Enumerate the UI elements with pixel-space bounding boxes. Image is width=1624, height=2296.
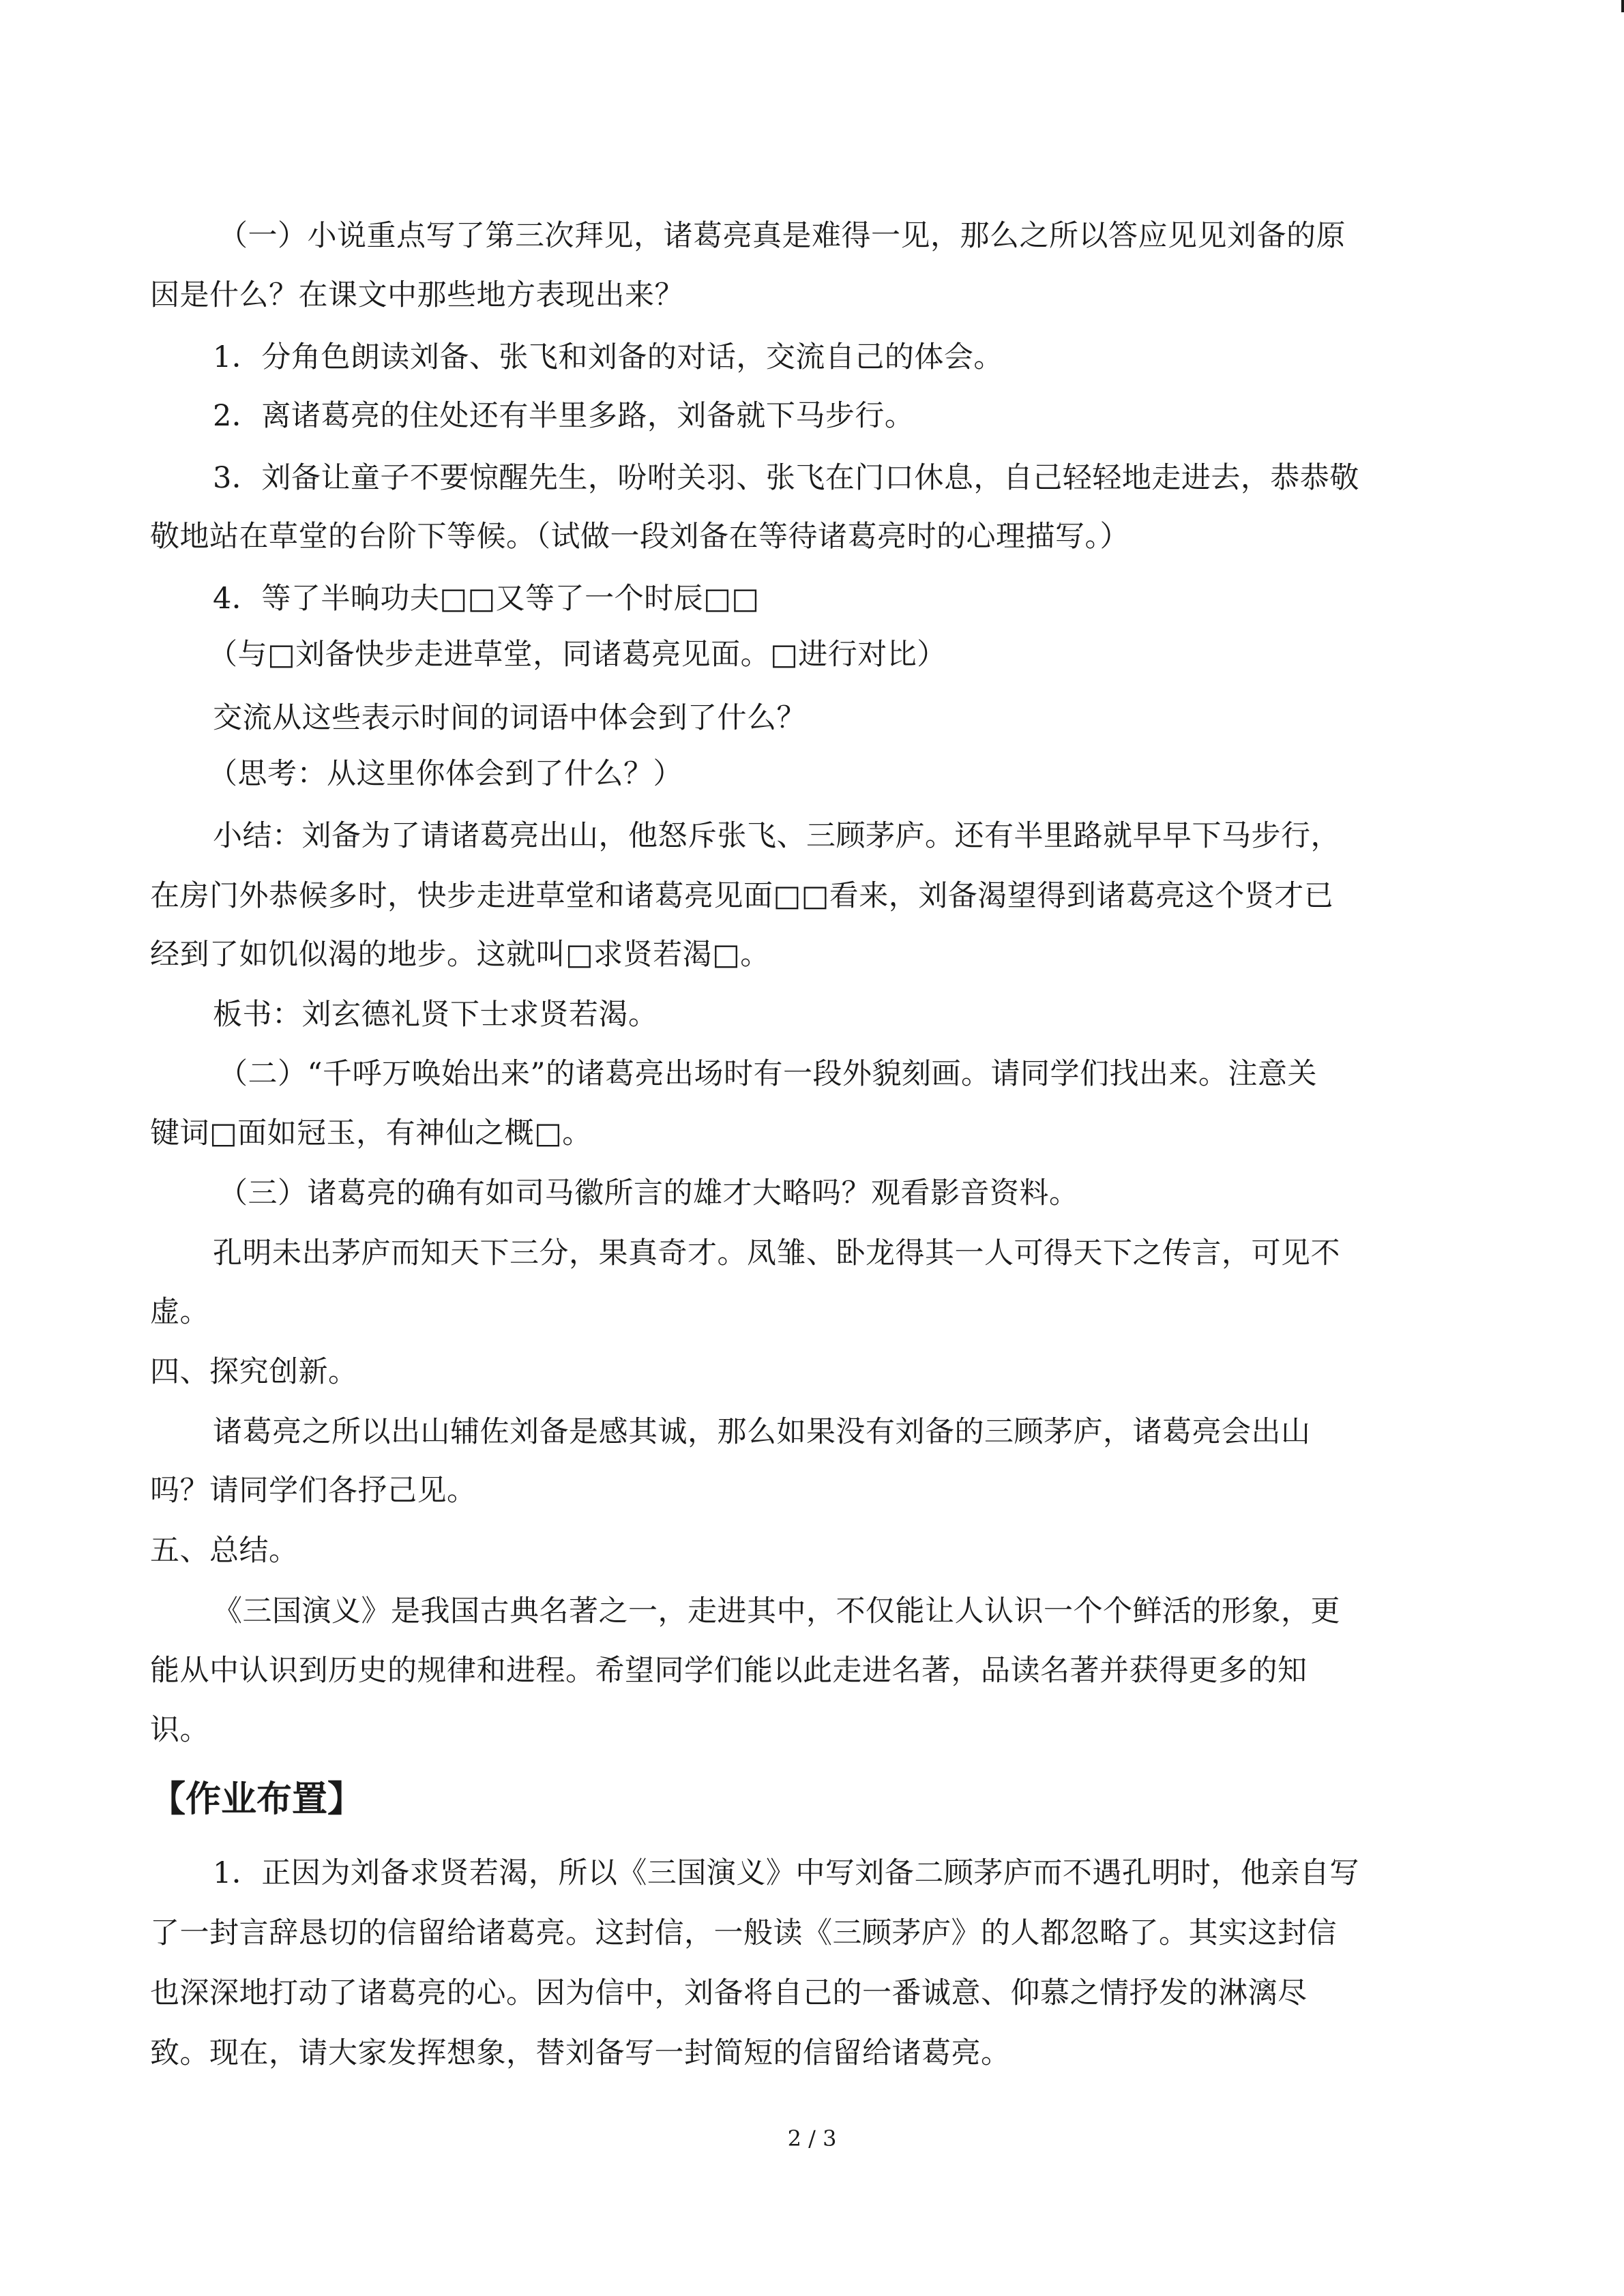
paragraph-line: 能从中认识到历史的规律和进程。希望同学们能以此走进名著，品读名著并获得更多的知 <box>150 1654 1308 1688</box>
page-number: 2 / 3 <box>787 2126 837 2151</box>
paragraph-line: 诸葛亮之所以出山辅佐刘备是感其诚，那么如果没有刘备的三顾茅庐，诸葛亮会出山 <box>213 1415 1311 1449</box>
paragraph-line: 1．分角色朗读刘备、张飞和刘备的对话，交流自己的体会。 <box>213 340 1003 374</box>
paragraph-line: 敬地站在草堂的台阶下等候。（试做一段刘备在等待诸葛亮时的心理描写。） <box>150 520 1130 554</box>
paragraph-line: 虚。 <box>150 1295 209 1329</box>
paragraph-line: 因是什么？在课文中那些地方表现出来？ <box>150 278 684 312</box>
homework-line: 1．正因为刘备求贤若渴，所以《三国演义》中写刘备二顾茅庐而不遇孔明时，他亲自写 <box>213 1856 1359 1890</box>
paragraph-line: （三）诸葛亮的确有如司马徽所言的雄才大略吗？观看影音资料。 <box>218 1176 1079 1210</box>
paragraph-line: 吗？请同学们各抒己见。 <box>150 1474 477 1508</box>
paragraph-line: （思考：从这里你体会到了什么？） <box>208 757 683 791</box>
homework-heading: 【作业布置】 <box>150 1779 364 1820</box>
paragraph-line: 4．等了半晌功夫□□又等了一个时辰□□ <box>213 582 760 616</box>
homework-line: 也深深地打动了诸葛亮的心。因为信中，刘备将自己的一番诚意、仰慕之情抒发的淋漓尽 <box>150 1976 1308 2010</box>
paragraph-line: 键词□面如冠玉，有神仙之概□。 <box>150 1116 592 1150</box>
paragraph-line: 在房门外恭候多时，快步走进草堂和诸葛亮见面□□看来，刘备渴望得到诸葛亮这个贤才已 <box>150 879 1334 913</box>
paragraph-line: 2．离诸葛亮的住处还有半里多路，刘备就下马步行。 <box>213 399 915 433</box>
paragraph-line: 识。 <box>150 1713 209 1747</box>
homework-line: 了一封言辞恳切的信留给诸葛亮。这封信，一般读《三顾茅庐》的人都忽略了。其实这封信 <box>150 1916 1337 1950</box>
paragraph-line: 交流从这些表示时间的词语中体会到了什么？ <box>213 701 806 735</box>
section-title: 四、探究创新。 <box>150 1355 358 1389</box>
paragraph-line: 板书：刘玄德礼贤下士求贤若渴。 <box>213 998 658 1032</box>
homework-line: 致。现在，请大家发挥想象，替刘备写一封简短的信留给诸葛亮。 <box>150 2036 1011 2070</box>
paragraph-line: 孔明未出茅庐而知天下三分，果真奇才。凤雏、卧龙得其一人可得天下之传言，可见不 <box>213 1236 1340 1270</box>
paragraph-line: 3．刘备让童子不要惊醒先生，吩咐关羽、张飞在门口休息，自己轻轻地走进去，恭恭敬 <box>213 461 1359 495</box>
paragraph-line: （二）“千呼万唤始出来”的诸葛亮出场时有一段外貌刻画。请同学们找出来。注意关 <box>218 1057 1317 1091</box>
section-title: 五、总结。 <box>150 1534 299 1568</box>
paragraph-line: （与□刘备快步走进草堂，同诸葛亮见面。□进行对比） <box>208 638 947 672</box>
paragraph-line: 小结：刘备为了请诸葛亮出山，他怒斥张飞、三顾茅庐。还有半里路就早早下马步行， <box>213 819 1340 853</box>
paragraph-line: 《三国演义》是我国古典名著之一，走进其中，不仅能让人认识一个个鲜活的形象，更 <box>213 1594 1340 1628</box>
paragraph-line: 经到了如饥似渴的地步。这就叫□求贤若渴□。 <box>150 938 770 972</box>
paragraph-line: （一）小说重点写了第三次拜见，诸葛亮真是难得一见，那么之所以答应见见刘备的原 <box>218 219 1346 253</box>
page-corner-mark <box>1621 0 1624 12</box>
